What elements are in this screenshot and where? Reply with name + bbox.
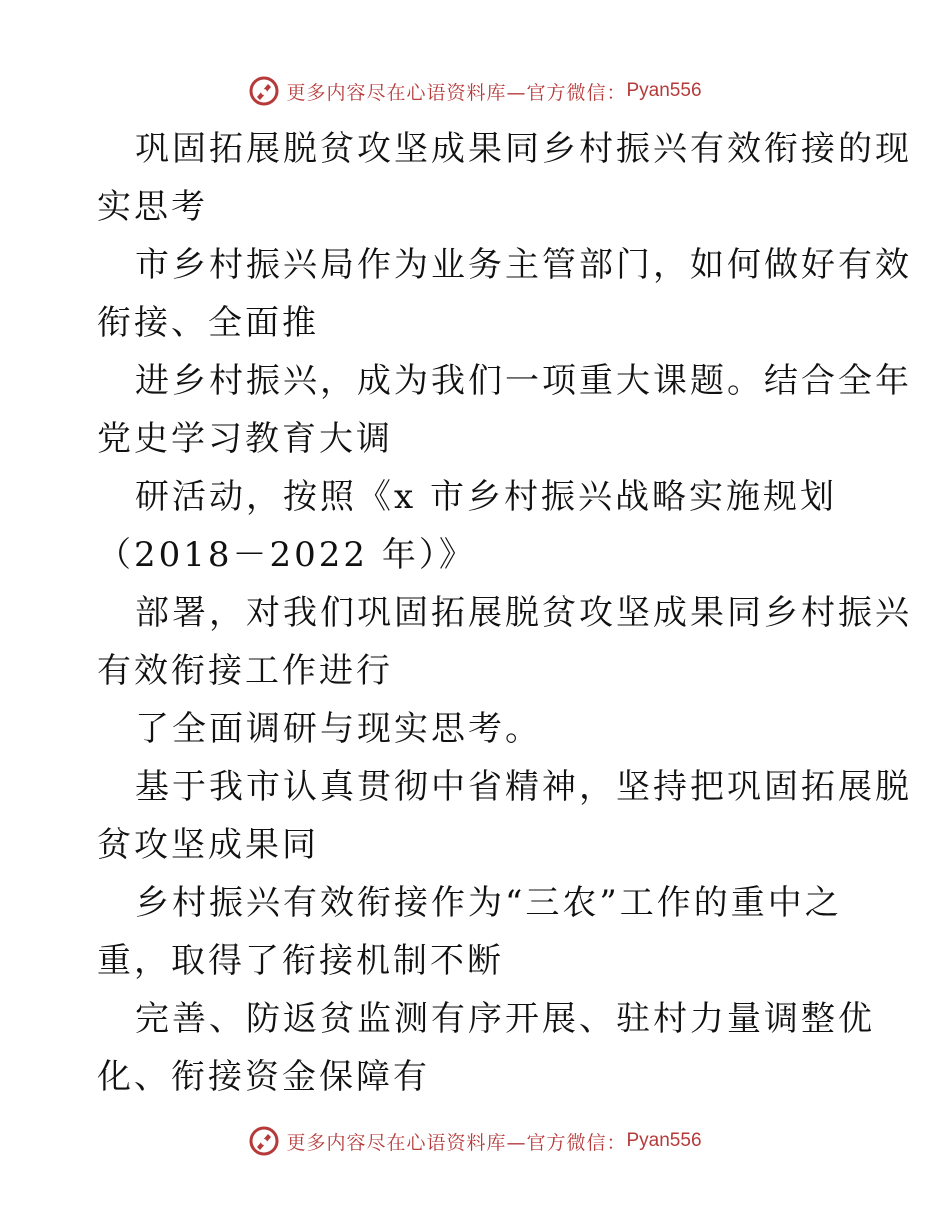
body-line: 市乡村振兴局作为业务主管部门，如何做好有效 <box>135 245 912 285</box>
body-text <box>97 120 912 1106</box>
body-line: 贫攻坚成果同 <box>97 825 319 865</box>
body-line: 完善、防返贫监测有序开展、驻村力量调整优 <box>135 999 875 1039</box>
body-line: 化、衔接资金保障有 <box>97 1057 430 1097</box>
body-line: 研活动，按照《x 市乡村振兴战略实施规划 <box>135 477 837 517</box>
body-line: 衔接、全面推 <box>97 303 319 343</box>
body-line: 基于我市认真贯彻中省精神，坚持把巩固拓展脱 <box>135 767 912 807</box>
body-line: 乡村振兴有效衔接作为“三农”工作的重中之 <box>135 883 842 923</box>
body-line: 部署，对我们巩固拓展脱贫攻坚成果同乡村振兴 <box>135 593 912 633</box>
body-line: 了全面调研与现实思考。 <box>135 709 542 749</box>
banner-wechat-id: Pyan556 <box>626 80 702 101</box>
footer-banner <box>0 1121 950 1161</box>
header-banner <box>0 71 950 111</box>
body-line: 党史学习教育大调 <box>97 419 393 459</box>
pen-circle-logo-icon <box>248 75 280 107</box>
body-line: 有效衔接工作进行 <box>97 651 393 691</box>
banner-text: 更多内容尽在心语资料库—官方微信： <box>286 1131 627 1154</box>
pen-circle-logo-icon <box>248 1125 280 1157</box>
body-line: （2018－2022 年）》 <box>97 535 476 575</box>
body-line: 进乡村振兴，成为我们一项重大课题。结合全年 <box>135 361 912 401</box>
body-line: 巩固拓展脱贫攻坚成果同乡村振兴有效衔接的现 <box>135 129 912 169</box>
body-line: 重，取得了衔接机制不断 <box>97 941 504 981</box>
body-line: 实思考 <box>97 187 208 227</box>
banner-wechat-id: Pyan556 <box>626 1130 702 1151</box>
banner-text: 更多内容尽在心语资料库—官方微信： <box>286 81 627 104</box>
